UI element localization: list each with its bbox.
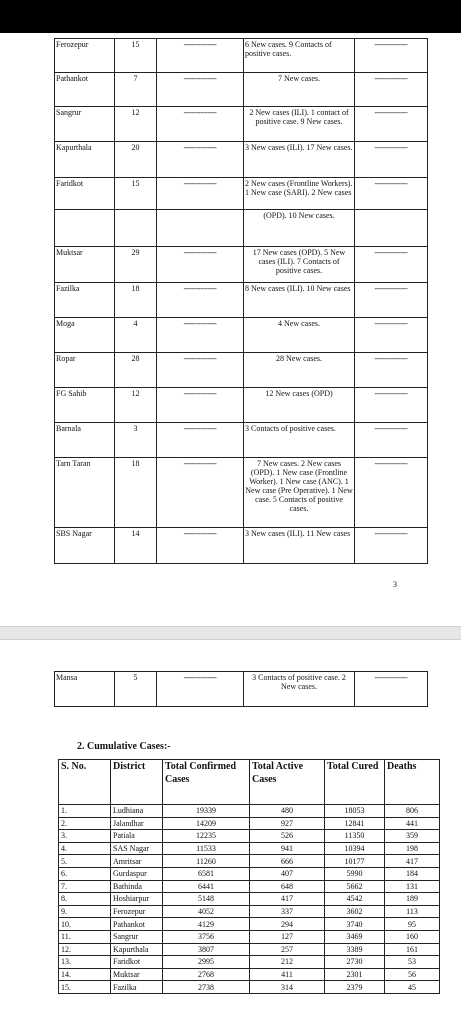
page-number: 3 bbox=[393, 580, 397, 589]
serial-cell: 6. bbox=[59, 867, 111, 880]
district-cell: FG Sahib bbox=[55, 388, 115, 423]
deaths-cell: 184 bbox=[385, 867, 440, 880]
dash-cell bbox=[157, 210, 244, 247]
table-row bbox=[59, 981, 440, 994]
deaths-cell: 53 bbox=[385, 956, 440, 969]
detail-cell: 3 Contacts of positive case. 2 New cases. bbox=[244, 672, 355, 707]
table-row bbox=[59, 805, 440, 818]
table-row bbox=[59, 918, 440, 931]
deaths-cell: 189 bbox=[385, 893, 440, 906]
cumulative-cases-table bbox=[58, 759, 440, 994]
serial-cell: 2. bbox=[59, 817, 111, 830]
column-header: Total Cured bbox=[325, 760, 385, 805]
dash-cell: -------------- bbox=[355, 672, 428, 707]
cured-cell: 3740 bbox=[325, 918, 385, 931]
district-cell: Fazilka bbox=[55, 283, 115, 318]
table-row bbox=[55, 388, 428, 423]
table-row bbox=[59, 893, 440, 906]
detail-cell: 2 New cases (ILI). 1 contact of positive case. 9 New cases. bbox=[244, 107, 355, 142]
deaths-cell: 161 bbox=[385, 943, 440, 956]
district-cell: Moga bbox=[55, 318, 115, 353]
detail-cell: 7 New cases. bbox=[244, 73, 355, 107]
table-row bbox=[55, 107, 428, 142]
confirmed-cell: 6581 bbox=[163, 867, 250, 880]
confirmed-cell: 6441 bbox=[163, 880, 250, 893]
confirmed-cell: 2768 bbox=[163, 968, 250, 981]
table-row bbox=[55, 178, 428, 210]
cured-cell: 12841 bbox=[325, 817, 385, 830]
confirmed-cell: 11260 bbox=[163, 855, 250, 868]
detail-cell: 3 New cases (ILI). 11 New cases bbox=[244, 528, 355, 564]
deaths-cell: 441 bbox=[385, 817, 440, 830]
detail-cell: 3 Contacts of positive cases. bbox=[244, 423, 355, 458]
deaths-cell: 417 bbox=[385, 855, 440, 868]
deaths-cell: 131 bbox=[385, 880, 440, 893]
count-cell: 7 bbox=[115, 73, 157, 107]
column-header: S. No. bbox=[59, 760, 111, 805]
detail-cell: 12 New cases (OPD) bbox=[244, 388, 355, 423]
district-cell: Hoshiarpur bbox=[111, 893, 163, 906]
active-cell: 407 bbox=[250, 867, 325, 880]
count-cell: 4 bbox=[115, 318, 157, 353]
cured-cell: 10177 bbox=[325, 855, 385, 868]
active-cell: 927 bbox=[250, 817, 325, 830]
active-cell: 257 bbox=[250, 943, 325, 956]
dash-cell: -------------- bbox=[157, 142, 244, 178]
dash-cell: -------------- bbox=[157, 283, 244, 318]
district-cell: SBS Nagar bbox=[55, 528, 115, 564]
table-row bbox=[55, 353, 428, 388]
table-row bbox=[55, 528, 428, 564]
dash-cell: -------------- bbox=[355, 458, 428, 528]
confirmed-cell: 2738 bbox=[163, 981, 250, 994]
deaths-cell: 95 bbox=[385, 918, 440, 931]
dash-cell: -------------- bbox=[355, 388, 428, 423]
district-cell: Mansa bbox=[55, 672, 115, 707]
dash-cell: -------------- bbox=[355, 528, 428, 564]
dash-cell: -------------- bbox=[355, 142, 428, 178]
district-cell: Patiala bbox=[111, 830, 163, 843]
count-cell: 28 bbox=[115, 353, 157, 388]
confirmed-cell: 14209 bbox=[163, 817, 250, 830]
serial-cell: 3. bbox=[59, 830, 111, 843]
detail-cell: 17 New cases (OPD). 5 New cases (ILI). 7 Contacts of positive cases. bbox=[244, 247, 355, 283]
district-cell: Faridkot bbox=[111, 956, 163, 969]
district-cell: Kapurthala bbox=[55, 142, 115, 178]
dash-cell: -------------- bbox=[355, 247, 428, 283]
confirmed-cell: 19339 bbox=[163, 805, 250, 818]
district-cell: Ludhiana bbox=[111, 805, 163, 818]
district-cell: Ferozepur bbox=[55, 39, 115, 73]
table-row bbox=[55, 458, 428, 528]
active-cell: 212 bbox=[250, 956, 325, 969]
column-header: Total Active Cases bbox=[250, 760, 325, 805]
district-cell: Muktsar bbox=[111, 968, 163, 981]
cured-cell: 5990 bbox=[325, 867, 385, 880]
dash-cell: -------------- bbox=[157, 178, 244, 210]
serial-cell: 12. bbox=[59, 943, 111, 956]
table-row bbox=[55, 423, 428, 458]
district-cell: Kapurthala bbox=[111, 943, 163, 956]
active-cell: 411 bbox=[250, 968, 325, 981]
active-cell: 314 bbox=[250, 981, 325, 994]
district-cell: Pathankot bbox=[111, 918, 163, 931]
table-row bbox=[59, 943, 440, 956]
district-cell: Sangrur bbox=[55, 107, 115, 142]
serial-cell: 8. bbox=[59, 893, 111, 906]
active-cell: 337 bbox=[250, 905, 325, 918]
dash-cell: -------------- bbox=[157, 318, 244, 353]
viewer-top-bar bbox=[0, 0, 461, 33]
detail-cell: (OPD). 10 New cases. bbox=[244, 210, 355, 247]
active-cell: 648 bbox=[250, 880, 325, 893]
table-row bbox=[59, 905, 440, 918]
confirmed-cell: 2995 bbox=[163, 956, 250, 969]
cured-cell: 18053 bbox=[325, 805, 385, 818]
table-row bbox=[55, 39, 428, 73]
dash-cell: -------------- bbox=[157, 528, 244, 564]
serial-cell: 14. bbox=[59, 968, 111, 981]
count-cell: 5 bbox=[115, 672, 157, 707]
detail-cell: 6 New cases. 9 Contacts of positive cases. bbox=[244, 39, 355, 73]
table-row bbox=[55, 283, 428, 318]
serial-cell: 7. bbox=[59, 880, 111, 893]
district-cell: Ropar bbox=[55, 353, 115, 388]
serial-cell: 10. bbox=[59, 918, 111, 931]
district-cell: Tarn Taran bbox=[55, 458, 115, 528]
cured-cell: 4542 bbox=[325, 893, 385, 906]
detail-cell: 4 New cases. bbox=[244, 318, 355, 353]
confirmed-cell: 5148 bbox=[163, 893, 250, 906]
table-row bbox=[59, 956, 440, 969]
table-row bbox=[59, 968, 440, 981]
dash-cell: -------------- bbox=[355, 107, 428, 142]
district-cell: Ferozepur bbox=[111, 905, 163, 918]
dash-cell: -------------- bbox=[157, 107, 244, 142]
dash-cell: -------------- bbox=[157, 458, 244, 528]
table-row bbox=[55, 672, 428, 707]
deaths-cell: 359 bbox=[385, 830, 440, 843]
district-cell: Gurdaspur bbox=[111, 867, 163, 880]
serial-cell: 1. bbox=[59, 805, 111, 818]
table-row bbox=[59, 930, 440, 943]
active-cell: 526 bbox=[250, 830, 325, 843]
dash-cell: -------------- bbox=[355, 353, 428, 388]
confirmed-cell: 3807 bbox=[163, 943, 250, 956]
district-cell: SAS Nagar bbox=[111, 842, 163, 855]
serial-cell: 11. bbox=[59, 930, 111, 943]
deaths-cell: 45 bbox=[385, 981, 440, 994]
table-row bbox=[59, 817, 440, 830]
dash-cell: -------------- bbox=[157, 353, 244, 388]
count-cell: 15 bbox=[115, 178, 157, 210]
table-row bbox=[55, 73, 428, 107]
section-title: 2. Cumulative Cases:- bbox=[77, 741, 171, 752]
cured-cell: 3602 bbox=[325, 905, 385, 918]
dash-cell: -------------- bbox=[355, 283, 428, 318]
district-new-cases-table bbox=[54, 38, 428, 564]
cured-cell: 10394 bbox=[325, 842, 385, 855]
active-cell: 666 bbox=[250, 855, 325, 868]
detail-cell: 28 New cases. bbox=[244, 353, 355, 388]
dash-cell: -------------- bbox=[355, 318, 428, 353]
count-cell: 20 bbox=[115, 142, 157, 178]
detail-cell: 3 New cases (ILI). 17 New cases. bbox=[244, 142, 355, 178]
deaths-cell: 56 bbox=[385, 968, 440, 981]
page-break bbox=[0, 626, 461, 640]
dash-cell: -------------- bbox=[355, 178, 428, 210]
count-cell: 29 bbox=[115, 247, 157, 283]
table-row bbox=[55, 247, 428, 283]
table-row bbox=[59, 830, 440, 843]
count-cell: 3 bbox=[115, 423, 157, 458]
district-cell: Muktsar bbox=[55, 247, 115, 283]
dash-cell: -------------- bbox=[157, 388, 244, 423]
dash-cell: -------------- bbox=[355, 39, 428, 73]
district-cell: Faridkot bbox=[55, 178, 115, 210]
deaths-cell: 113 bbox=[385, 905, 440, 918]
dash-cell: -------------- bbox=[157, 73, 244, 107]
table-row bbox=[59, 867, 440, 880]
column-header: District bbox=[111, 760, 163, 805]
cured-cell: 11350 bbox=[325, 830, 385, 843]
serial-cell: 9. bbox=[59, 905, 111, 918]
count-cell: 14 bbox=[115, 528, 157, 564]
deaths-cell: 806 bbox=[385, 805, 440, 818]
confirmed-cell: 4129 bbox=[163, 918, 250, 931]
detail-cell: 2 New cases (Frontline Workers). 1 New case (SARI). 2 New cases bbox=[244, 178, 355, 210]
header-row bbox=[59, 760, 440, 805]
cured-cell: 3389 bbox=[325, 943, 385, 956]
table-row bbox=[59, 880, 440, 893]
cured-cell: 3469 bbox=[325, 930, 385, 943]
serial-cell: 13. bbox=[59, 956, 111, 969]
table-row bbox=[55, 318, 428, 353]
district-cell: Bathinda bbox=[111, 880, 163, 893]
count-cell: 18 bbox=[115, 458, 157, 528]
cured-cell: 2301 bbox=[325, 968, 385, 981]
dash-cell: -------------- bbox=[157, 39, 244, 73]
column-header: Total Confirmed Cases bbox=[163, 760, 250, 805]
confirmed-cell: 12235 bbox=[163, 830, 250, 843]
deaths-cell: 160 bbox=[385, 930, 440, 943]
detail-cell: 7 New cases. 2 New cases (OPD). 1 New case (Frontline Worker). 1 New case (ANC). 1 New case (Pre Operative). 1 New case. 5 Contacts of positive cases. bbox=[244, 458, 355, 528]
serial-cell: 4. bbox=[59, 842, 111, 855]
dash-cell: -------------- bbox=[355, 73, 428, 107]
confirmed-cell: 11533 bbox=[163, 842, 250, 855]
dash-cell: -------------- bbox=[157, 247, 244, 283]
table-row bbox=[59, 842, 440, 855]
table-row bbox=[59, 855, 440, 868]
table-row bbox=[55, 210, 428, 247]
count-cell bbox=[115, 210, 157, 247]
count-cell: 18 bbox=[115, 283, 157, 318]
district-cell: Jalandhar bbox=[111, 817, 163, 830]
confirmed-cell: 4052 bbox=[163, 905, 250, 918]
district-cell: Barnala bbox=[55, 423, 115, 458]
deaths-cell: 198 bbox=[385, 842, 440, 855]
district-cell: Pathankot bbox=[55, 73, 115, 107]
cured-cell: 5662 bbox=[325, 880, 385, 893]
count-cell: 12 bbox=[115, 388, 157, 423]
column-header: Deaths bbox=[385, 760, 440, 805]
active-cell: 417 bbox=[250, 893, 325, 906]
district-cell: Amritsar bbox=[111, 855, 163, 868]
active-cell: 480 bbox=[250, 805, 325, 818]
count-cell: 15 bbox=[115, 39, 157, 73]
active-cell: 941 bbox=[250, 842, 325, 855]
cured-cell: 2730 bbox=[325, 956, 385, 969]
serial-cell: 5. bbox=[59, 855, 111, 868]
district-new-cases-table-continued bbox=[54, 671, 428, 707]
count-cell: 12 bbox=[115, 107, 157, 142]
dash-cell: -------------- bbox=[157, 423, 244, 458]
active-cell: 294 bbox=[250, 918, 325, 931]
active-cell: 127 bbox=[250, 930, 325, 943]
district-cell bbox=[55, 210, 115, 247]
detail-cell: 8 New cases (ILI). 10 New cases bbox=[244, 283, 355, 318]
district-cell: Fazilka bbox=[111, 981, 163, 994]
dash-cell: -------------- bbox=[355, 423, 428, 458]
serial-cell: 15. bbox=[59, 981, 111, 994]
dash-cell: -------------- bbox=[157, 672, 244, 707]
dash-cell bbox=[355, 210, 428, 247]
confirmed-cell: 3756 bbox=[163, 930, 250, 943]
table-row bbox=[55, 142, 428, 178]
cured-cell: 2379 bbox=[325, 981, 385, 994]
district-cell: Sangrur bbox=[111, 930, 163, 943]
